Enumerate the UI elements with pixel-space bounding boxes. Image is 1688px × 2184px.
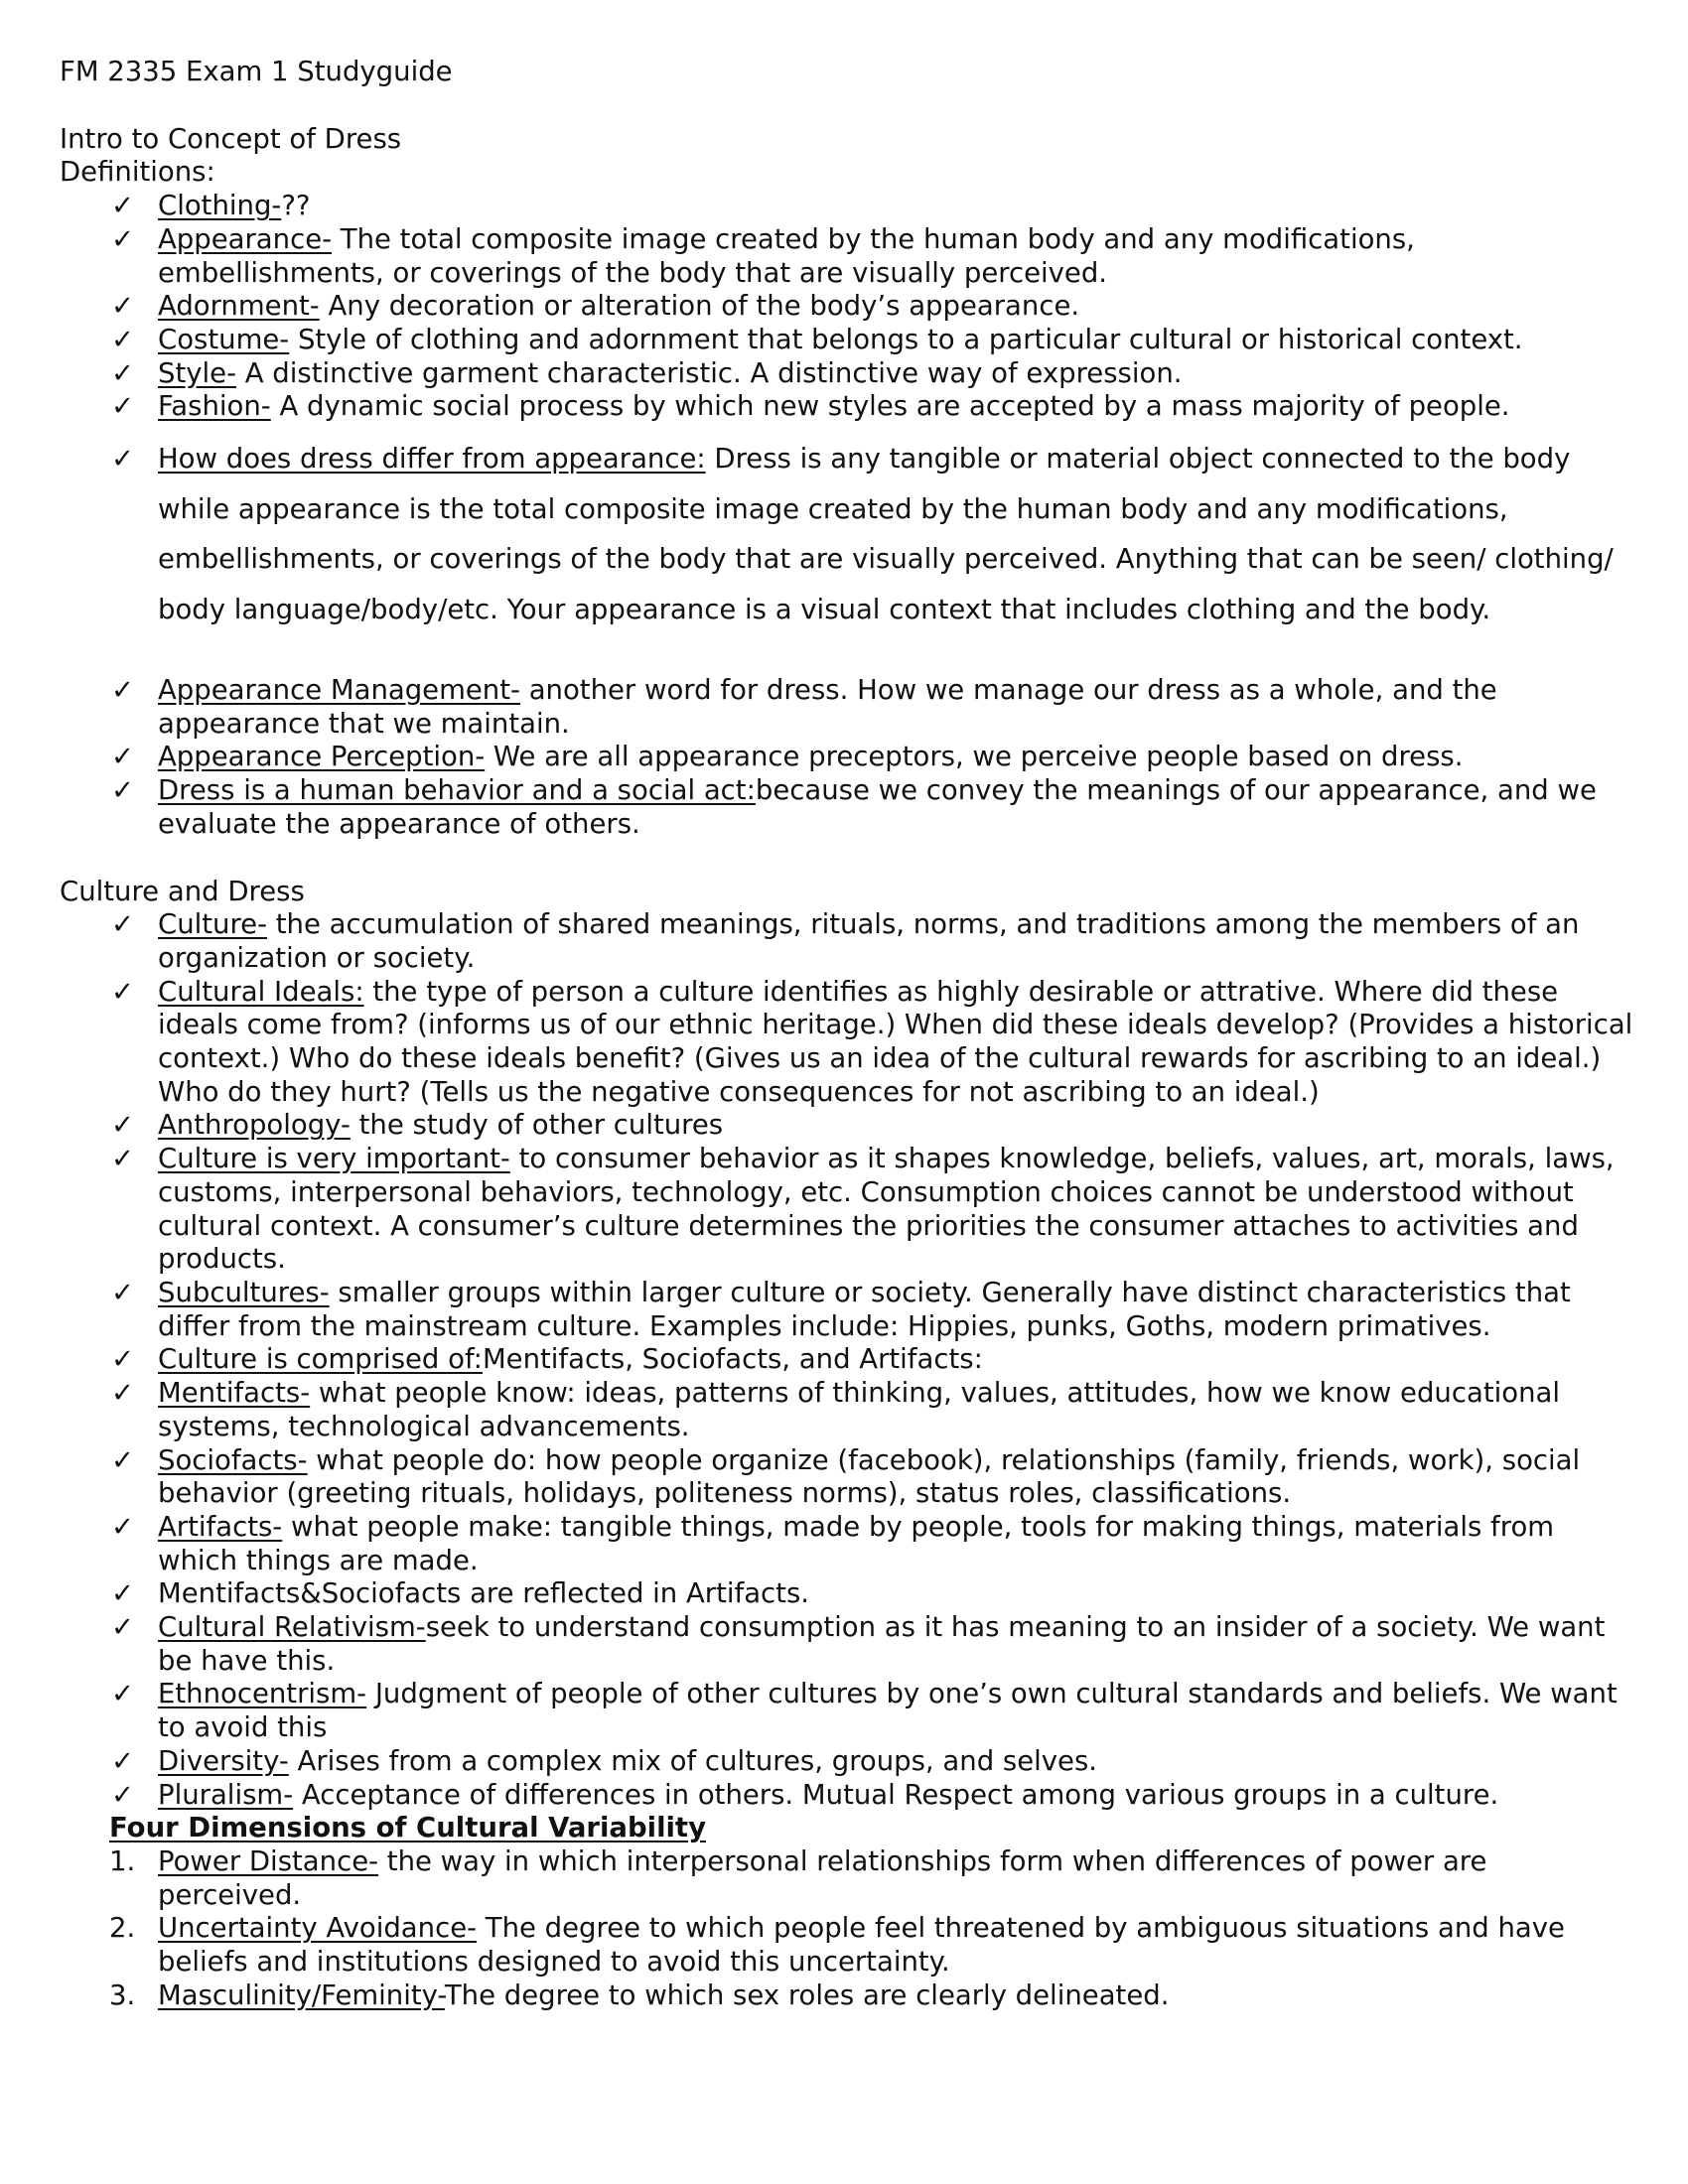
checkmark-icon: ✓ [111,390,135,423]
term: Appearance- [158,222,333,255]
term: Dress is a human behavior and a social act: [158,774,756,807]
list-item [60,290,1638,324]
list-item [60,1845,1638,1912]
checkmark-icon: ✓ [111,908,135,941]
checkmark-icon: ✓ [111,1343,135,1376]
checkmark-icon: ✓ [111,290,135,323]
term: Style- [158,356,236,389]
list-item [60,1745,1638,1779]
list-item [60,434,1638,634]
list-item [60,674,1638,741]
list-item [60,741,1638,774]
definition: Mentifacts&Sociofacts are reflected in Artifacts. [158,1577,810,1610]
definition: the study of other cultures [350,1109,724,1142]
checkmark-icon: ✓ [111,975,135,1008]
checkmark-icon: ✓ [111,674,135,707]
dimensions-list [60,1845,1638,2013]
definition: ?? [281,190,311,222]
definition: what people do: how people organize (facebook), relationships (family, friends, work), social behavior (greeting rituals, holidays, politeness norms), status roles, classifications. [158,1443,1581,1510]
definition: Arises from a complex mix of cultures, groups, and selves. [288,1744,1098,1777]
item-number: 3. [109,1979,136,2011]
definition: Any decoration or alteration of the body’s appearance. [319,290,1080,323]
list-item [60,1912,1638,1979]
checkmark-icon: ✓ [111,741,135,773]
definition: The total composite image created by the human body and any modifications, embellishments, or coverings of the body that are visually perceived. [158,222,1415,289]
definition: Style of clothing and adornment that belongs to a particular cultural or historical context. [289,323,1523,355]
document-title: FM 2335 Exam 1 Studyguide [60,56,453,87]
term: Ethnocentrism- [158,1678,367,1710]
dimensions-heading: Four Dimensions of Cultural Variability [109,1812,706,1844]
checkmark-icon: ✓ [111,1143,135,1175]
term: Appearance Perception- [158,741,486,773]
list-item [60,1143,1638,1277]
section-heading-culture: Culture and Dress [60,875,305,907]
list-item [60,324,1638,357]
term: Culture- [158,908,268,941]
list-item [60,357,1638,391]
checkmark-icon: ✓ [111,1510,135,1543]
term: Subcultures- [158,1276,330,1308]
definition: Mentifacts, Sociofacts, and Artifacts: [482,1343,983,1376]
appearance-list [60,674,1638,842]
term: Masculinity/Feminity- [158,1979,445,2011]
checkmark-icon: ✓ [111,774,135,807]
checkmark-icon: ✓ [111,356,135,389]
list-item [60,1109,1638,1143]
definition: another word for dress. How we manage our dress as a whole, and the appearance that we maintain. [158,674,1497,740]
definition: to consumer behavior as it shapes knowledge, beliefs, values, art, morals, laws, customs, interpersonal behaviors, technology, etc. Consumption choices cannot be understood without cultural context. A consumer’s culture determines the priorities the consumer attaches to activities and products. [158,1143,1615,1276]
list-item [60,1511,1638,1577]
checkmark-icon: ✓ [111,1109,135,1142]
definition: the accumulation of shared meanings, rituals, norms, and traditions among the members of an organization or society. [158,908,1580,974]
list-item [60,223,1638,290]
term: Pluralism- [158,1778,294,1811]
definition: The degree to which people feel threatened by ambiguous situations and have beliefs and institutions designed to avoid this uncertainty. [158,1912,1565,1979]
definition: what people know: ideas, patterns of thinking, values, attitudes, how we know educational systems, technological advancements. [158,1377,1560,1442]
checkmark-icon: ✓ [111,323,135,355]
definition: A dynamic social process by which new styles are accepted by a mass majority of people. [270,390,1510,423]
definition: smaller groups within larger culture or society. Generally have distinct characteristics that differ from the mainstream culture. Examples include: Hippies, punks, Goths, modern primatives. [158,1276,1571,1342]
term: Mentifacts- [158,1377,311,1410]
term: Costume- [158,323,290,355]
list-item [60,1678,1638,1744]
checkmark-icon: ✓ [111,1443,135,1476]
culture-list [60,908,1638,1812]
definition: A distinctive garment characteristic. A distinctive way of expression. [236,356,1183,389]
definition: the way in which interpersonal relationships form when differences of power are perceived. [158,1844,1487,1911]
definitions-label: Definitions: [60,156,215,189]
definition: seek to understand consumption as it has meaning to an insider of a society. We want be have this. [158,1611,1606,1677]
list-item [60,976,1638,1110]
checkmark-icon: ✓ [111,190,135,222]
list-item [60,1277,1638,1343]
term: Uncertainty Avoidance- [158,1912,478,1945]
definition: Judgment of people of other cultures by one’s own cultural standards and beliefs. We want to avoid this [158,1678,1618,1744]
term: Cultural Relativism- [158,1611,426,1644]
list-item [60,1377,1638,1443]
checkmark-icon: ✓ [111,1744,135,1777]
checkmark-icon: ✓ [111,1577,135,1610]
term: Culture is comprised of: [158,1343,483,1376]
term: Adornment- [158,290,320,323]
term: Artifacts- [158,1510,283,1543]
list-item [60,1611,1638,1678]
item-number: 2. [109,1912,136,1945]
list-item [60,1444,1638,1511]
section-heading-intro: Intro to Concept of Dress [60,122,402,155]
list-item [60,1779,1638,1813]
definition: the type of person a culture identifies as highly desirable or attrative. Where did these ideals come from? (informs us of our ethnic heritage.) When did these ideals develop? (Provides a historical context.) Who do these ideals benefit? (Gives us an idea of the cultural rewards for ascribing to an ideal.) Who do they hurt? (Tells us the negative consequences for not ascribing to an ideal.) [158,975,1633,1108]
term: Anthropology- [158,1109,351,1142]
term: How does dress differ from appearance: [158,443,706,476]
checkmark-icon: ✓ [111,1377,135,1410]
list-item [60,1979,1638,2013]
checkmark-icon: ✓ [111,1778,135,1811]
term: Clothing- [158,190,282,222]
item-number: 1. [109,1844,136,1877]
definition: Dress is any tangible or material object connected to the body while appearance is the total composite image created by the human body and any modifications, embellishments, or coverings of the body that are visually perceived. Anything that can be seen/ clothing/ body language/body/etc. Your appearance is a visual context that includes clothing and the body. [158,443,1614,625]
checkmark-icon: ✓ [111,443,135,476]
definition: We are all appearance preceptors, we perceive people based on dress. [485,741,1464,773]
term: Appearance Management- [158,674,520,707]
checkmark-icon: ✓ [111,1678,135,1710]
list-item [60,190,1638,223]
list-item [60,1343,1638,1377]
term: Power Distance- [158,1844,379,1877]
definition: what people make: tangible things, made by people, tools for making things, materials from which things are made. [158,1510,1555,1576]
checkmark-icon: ✓ [111,1276,135,1308]
list-item [60,390,1638,424]
checkmark-icon: ✓ [111,1611,135,1644]
list-item [60,1577,1638,1611]
definition: The degree to which sex roles are clearly delineated. [444,1979,1170,2011]
term: Culture is very important- [158,1143,510,1175]
term: Cultural Ideals: [158,975,364,1008]
list-item [60,774,1638,841]
term: Diversity- [158,1744,289,1777]
study-guide-page [60,56,1638,2012]
definitions-list [60,190,1638,424]
term: Sociofacts- [158,1443,308,1476]
checkmark-icon: ✓ [111,222,135,255]
definition: because we convey the meanings of our appearance, and we evaluate the appearance of others. [158,774,1597,840]
list-item [60,908,1638,975]
term: Fashion- [158,390,271,423]
definition: Acceptance of differences in others. Mutual Respect among various groups in a culture. [293,1778,1499,1811]
